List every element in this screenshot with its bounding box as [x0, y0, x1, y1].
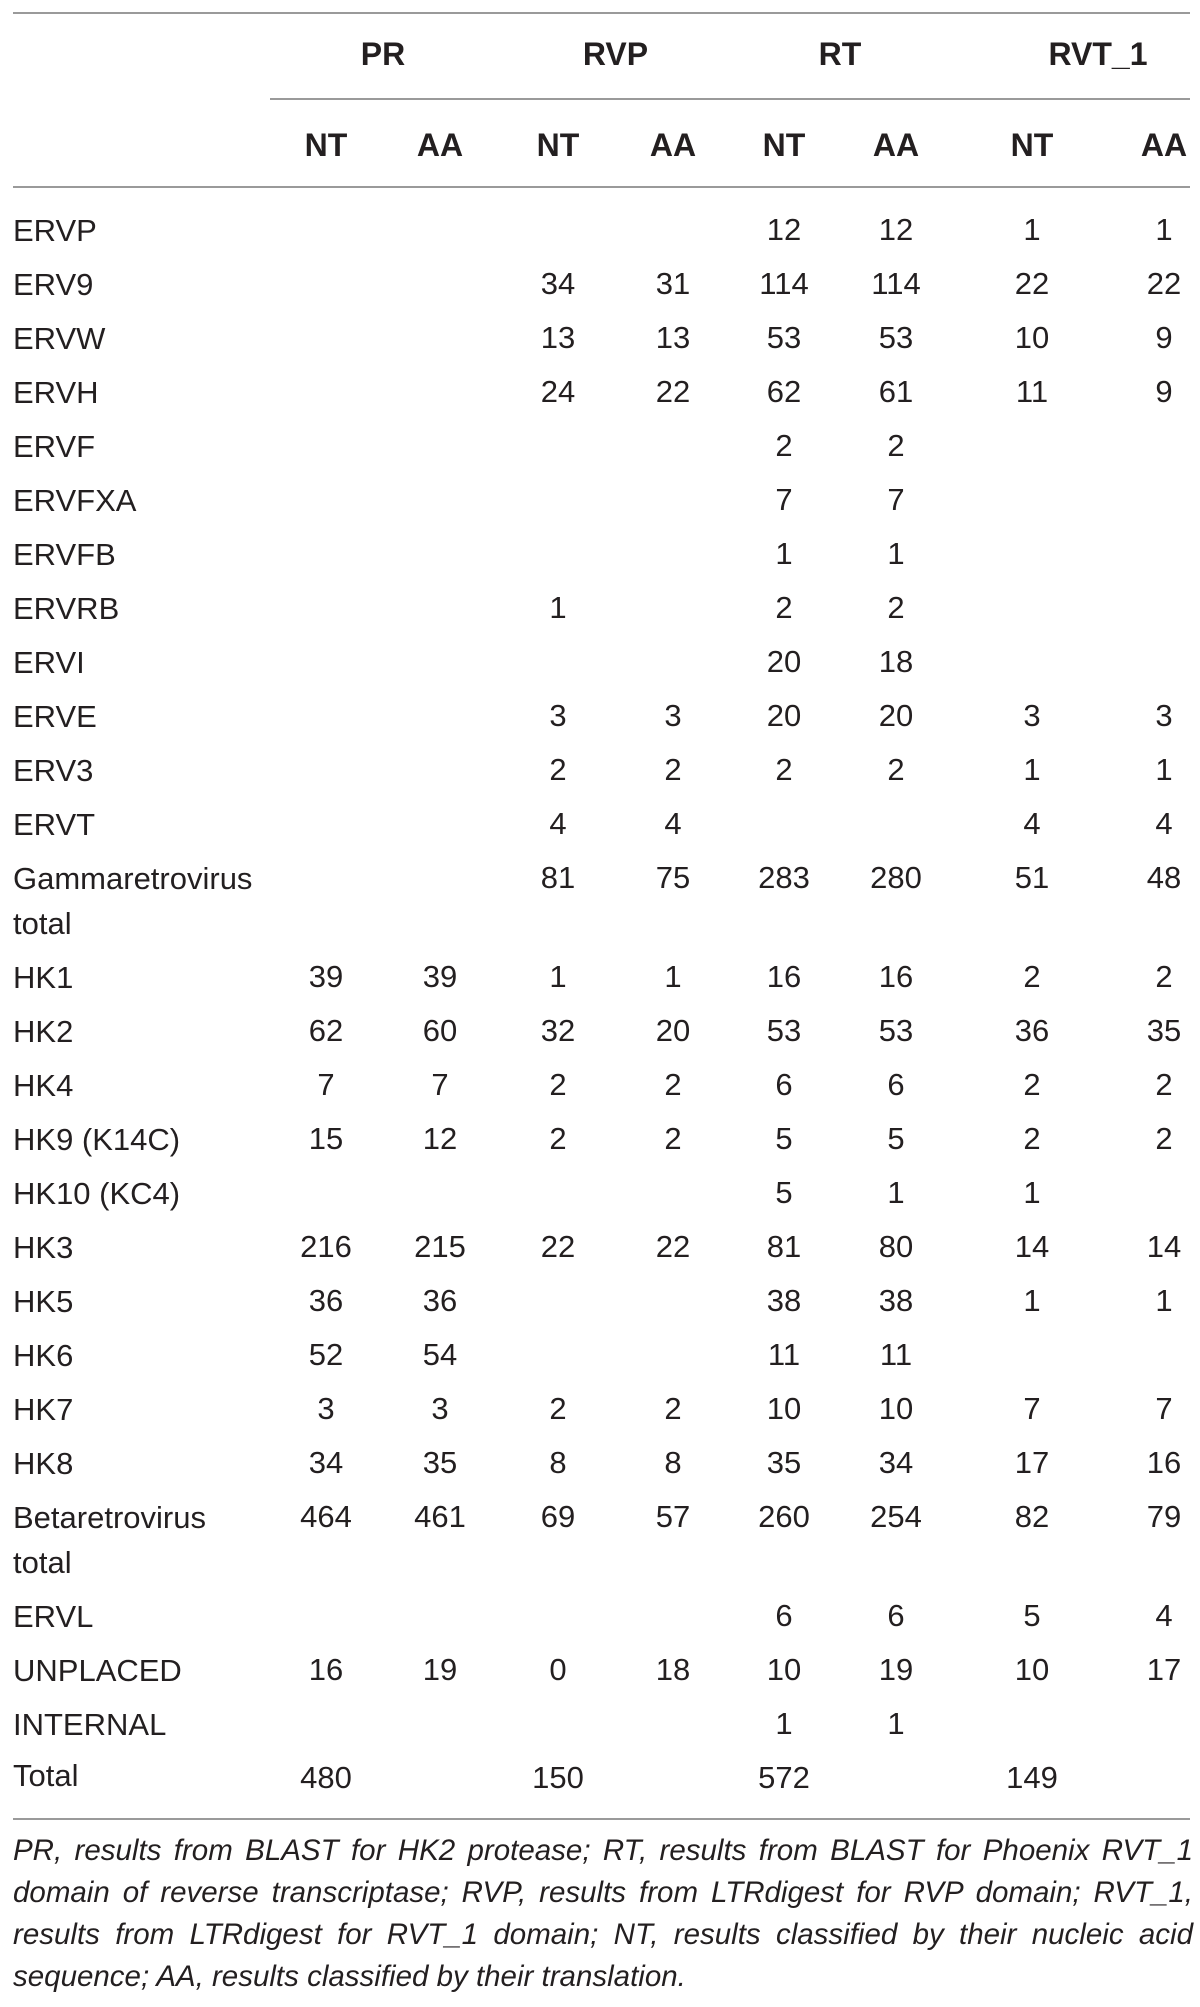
table-cell: 2 — [1023, 959, 1041, 994]
table-cell: 14 — [1014, 1229, 1050, 1264]
table-cell: 7 — [431, 1067, 449, 1102]
table-cell: 0 — [549, 1652, 567, 1687]
column-header: AA — [1140, 127, 1188, 163]
table-cell: 31 — [655, 266, 691, 301]
table-cell: 75 — [655, 860, 691, 895]
table-cell: 35 — [766, 1445, 802, 1480]
table-cell: 1 — [775, 536, 793, 571]
table-cell: 10 — [766, 1652, 802, 1687]
row-label: INTERNAL — [13, 1707, 167, 1742]
column-header: NT — [1010, 127, 1054, 163]
row-label: HK6 — [13, 1338, 74, 1373]
table-cell: 3 — [431, 1391, 449, 1426]
table-cell: 39 — [422, 959, 458, 994]
table-cell: 7 — [317, 1067, 335, 1102]
table-cell: 34 — [540, 266, 576, 301]
row-label: ERVP — [13, 213, 97, 248]
table-cell: 1 — [1023, 752, 1041, 787]
table-cell: 283 — [758, 860, 810, 895]
table-cell: 5 — [1023, 1598, 1041, 1633]
row-label: ERVW — [13, 321, 106, 356]
table-cell: 7 — [887, 482, 905, 517]
total-cell: 150 — [532, 1760, 584, 1795]
table-cell: 6 — [775, 1067, 793, 1102]
row-label: HK4 — [13, 1068, 74, 1103]
table-cell: 2 — [775, 752, 793, 787]
bottom-rule — [13, 1818, 1190, 1820]
table-cell: 17 — [1146, 1652, 1182, 1687]
table-cell: 81 — [766, 1229, 802, 1264]
table-cell: 19 — [878, 1652, 914, 1687]
table-cell: 80 — [878, 1229, 914, 1264]
row-label: HK2 — [13, 1014, 74, 1049]
table-cell: 16 — [766, 959, 802, 994]
table-cell: 51 — [1014, 860, 1050, 895]
table-cell: 24 — [540, 374, 576, 409]
table-cell: 1 — [775, 1706, 793, 1741]
column-header: NT — [536, 127, 580, 163]
table-cell: 1 — [549, 959, 567, 994]
table-cell: 14 — [1146, 1229, 1182, 1264]
table-cell: 4 — [549, 806, 567, 841]
column-header: AA — [872, 127, 920, 163]
table-cell: 60 — [422, 1013, 458, 1048]
table-cell: 36 — [1014, 1013, 1050, 1048]
table-cell: 38 — [766, 1283, 802, 1318]
table-cell: 11 — [1015, 374, 1049, 409]
table-cell: 1 — [549, 590, 567, 625]
total-cell: 572 — [758, 1760, 810, 1795]
table-cell: 10 — [766, 1391, 802, 1426]
row-label: HK9 (K14C) — [13, 1122, 181, 1157]
table-cell: 2 — [549, 752, 567, 787]
table-cell: 6 — [887, 1067, 905, 1102]
table-cell: 36 — [422, 1283, 458, 1318]
table-cell: 11 — [767, 1337, 801, 1372]
total-cell: 149 — [1006, 1760, 1058, 1795]
table-cell: 2 — [887, 590, 905, 625]
table-cell: 5 — [775, 1175, 793, 1210]
table-cell: 62 — [308, 1013, 344, 1048]
group-underline — [270, 98, 1190, 100]
table-cell: 54 — [422, 1337, 458, 1372]
table-cell: 38 — [878, 1283, 914, 1318]
table-cell: 12 — [422, 1121, 458, 1156]
table-cell: 52 — [308, 1337, 344, 1372]
row-label: ERVRB — [13, 591, 120, 626]
table-cell: 1 — [1155, 752, 1173, 787]
row-label: ERV9 — [13, 267, 94, 302]
table-cell: 82 — [1014, 1499, 1050, 1534]
table-cell: 215 — [414, 1229, 466, 1264]
table-cell: 11 — [879, 1337, 913, 1372]
total-row-label: Total — [13, 1758, 79, 1793]
table-cell: 16 — [878, 959, 914, 994]
table-cell: 1 — [1023, 212, 1041, 247]
table-cell: 8 — [549, 1445, 567, 1480]
row-label: Betaretrovirus total — [13, 1500, 206, 1580]
table-cell: 6 — [775, 1598, 793, 1633]
table-cell: 36 — [308, 1283, 344, 1318]
row-label: ERVI — [13, 645, 85, 680]
table-cell: 7 — [1155, 1391, 1173, 1426]
table-cell: 35 — [422, 1445, 458, 1480]
row-label: ERVE — [13, 699, 97, 734]
table-cell: 2 — [664, 1121, 682, 1156]
table-cell: 1 — [664, 959, 682, 994]
table-cell: 8 — [664, 1445, 682, 1480]
group-header: RVP — [582, 36, 649, 72]
table-cell: 4 — [1023, 806, 1041, 841]
row-label: ERVFB — [13, 537, 116, 572]
table-cell: 22 — [1146, 266, 1182, 301]
table-cell: 7 — [775, 482, 793, 517]
table-cell: 7 — [1023, 1391, 1041, 1426]
table-cell: 17 — [1014, 1445, 1050, 1480]
table-cell: 2 — [549, 1067, 567, 1102]
top-rule — [13, 12, 1190, 14]
table-cell: 32 — [540, 1013, 576, 1048]
table-cell: 2 — [1023, 1121, 1041, 1156]
table-cell: 2 — [775, 428, 793, 463]
table-cell: 2 — [549, 1391, 567, 1426]
table-cell: 2 — [887, 428, 905, 463]
table-cell: 20 — [766, 644, 802, 679]
group-header: PR — [360, 36, 406, 72]
table-cell: 6 — [887, 1598, 905, 1633]
table-cell: 260 — [758, 1499, 810, 1534]
row-label: ERVFXA — [13, 483, 137, 518]
table-cell: 53 — [878, 1013, 914, 1048]
table-cell: 13 — [655, 320, 691, 355]
table-cell: 1 — [1155, 1283, 1173, 1318]
row-label: HK1 — [13, 960, 74, 995]
table-cell: 39 — [308, 959, 344, 994]
table-cell: 461 — [414, 1499, 466, 1534]
table-cell: 254 — [870, 1499, 922, 1534]
table-cell: 3 — [1023, 698, 1041, 733]
table-cell: 19 — [422, 1652, 458, 1687]
table-cell: 57 — [655, 1499, 691, 1534]
table-cell: 2 — [1155, 1121, 1173, 1156]
column-header: NT — [304, 127, 348, 163]
table-cell: 10 — [878, 1391, 914, 1426]
table-cell: 4 — [1155, 1598, 1173, 1633]
row-label: ERVH — [13, 375, 99, 410]
table-cell: 3 — [1155, 698, 1173, 733]
table-cell: 2 — [1155, 1067, 1173, 1102]
row-label: HK5 — [13, 1284, 74, 1319]
table-cell: 2 — [664, 1067, 682, 1102]
table-cell: 114 — [871, 266, 921, 301]
table-cell: 2 — [775, 590, 793, 625]
row-label: HK10 (KC4) — [13, 1176, 181, 1211]
table-cell: 3 — [664, 698, 682, 733]
table-cell: 62 — [766, 374, 802, 409]
table-cell: 9 — [1155, 320, 1173, 355]
group-header: RT — [818, 36, 862, 72]
row-label: HK3 — [13, 1230, 74, 1265]
table-cell: 12 — [766, 212, 802, 247]
table-cell: 69 — [540, 1499, 576, 1534]
table-cell: 79 — [1146, 1499, 1182, 1534]
table-cell: 20 — [878, 698, 914, 733]
column-header: NT — [762, 127, 806, 163]
table-cell: 81 — [540, 860, 576, 895]
table-cell: 16 — [308, 1652, 344, 1687]
column-header: AA — [416, 127, 464, 163]
table-cell: 2 — [1023, 1067, 1041, 1102]
table-cell: 9 — [1155, 374, 1173, 409]
table-cell: 35 — [1146, 1013, 1182, 1048]
table-cell: 1 — [1023, 1283, 1041, 1318]
table-cell: 20 — [655, 1013, 691, 1048]
row-label: ERVT — [13, 807, 96, 842]
table-cell: 10 — [1014, 320, 1050, 355]
table-cell: 22 — [655, 1229, 691, 1264]
table-cell: 2 — [1155, 959, 1173, 994]
row-label: ERV3 — [13, 753, 94, 788]
table-cell: 3 — [317, 1391, 335, 1426]
table-footnote: PR, results from BLAST for HK2 protease; RT, results from BLAST for Phoenix RVT_1 domain of reverse transcriptase; RVP, results from LTRdigest for RVP domain; RVT_1, results from LTRdigest for RVT_1 domain; NT, results classified by their nucleic acid sequence; AA, results classified by their translation. — [13, 1834, 1193, 1993]
table-cell: 53 — [766, 1013, 802, 1048]
table-cell: 34 — [308, 1445, 344, 1480]
row-label: ERVL — [13, 1599, 94, 1634]
table-cell: 1 — [1155, 212, 1173, 247]
table-cell: 216 — [300, 1229, 352, 1264]
table-cell: 18 — [655, 1652, 691, 1687]
row-label: HK8 — [13, 1446, 74, 1481]
table-cell: 1 — [887, 536, 905, 571]
table-cell: 3 — [549, 698, 567, 733]
header-rule — [13, 186, 1190, 188]
table-cell: 13 — [540, 320, 576, 355]
table-cell: 2 — [887, 752, 905, 787]
table-cell: 53 — [766, 320, 802, 355]
table-cell: 464 — [300, 1499, 352, 1534]
table-cell: 2 — [664, 752, 682, 787]
row-label: UNPLACED — [13, 1653, 182, 1688]
table-cell: 5 — [775, 1121, 793, 1156]
table-cell: 4 — [664, 806, 682, 841]
table-cell: 53 — [878, 320, 914, 355]
table-cell: 1 — [887, 1706, 905, 1741]
table-cell: 280 — [870, 860, 922, 895]
table-cell: 2 — [664, 1391, 682, 1426]
column-header: AA — [649, 127, 697, 163]
table-cell: 10 — [1014, 1652, 1050, 1687]
table-cell: 4 — [1155, 806, 1173, 841]
table-cell: 114 — [759, 266, 809, 301]
table-cell: 5 — [887, 1121, 905, 1156]
total-cell: 480 — [300, 1760, 352, 1795]
table-cell: 48 — [1146, 860, 1182, 895]
row-label: HK7 — [13, 1392, 74, 1427]
table-cell: 22 — [1014, 266, 1050, 301]
table-cell: 1 — [1023, 1175, 1041, 1210]
table-cell: 12 — [878, 212, 914, 247]
row-label: Gammaretrovirus total — [13, 861, 253, 941]
row-label: ERVF — [13, 429, 96, 464]
table-cell: 61 — [878, 374, 914, 409]
table-cell: 22 — [540, 1229, 576, 1264]
table-cell: 15 — [308, 1121, 344, 1156]
table-cell: 1 — [887, 1175, 905, 1210]
table-cell: 34 — [878, 1445, 914, 1480]
table-cell: 22 — [655, 374, 691, 409]
table-cell: 18 — [878, 644, 914, 679]
group-header: RVT_1 — [1048, 36, 1148, 72]
table-cell: 16 — [1146, 1445, 1182, 1480]
table-cell: 20 — [766, 698, 802, 733]
table-cell: 2 — [549, 1121, 567, 1156]
